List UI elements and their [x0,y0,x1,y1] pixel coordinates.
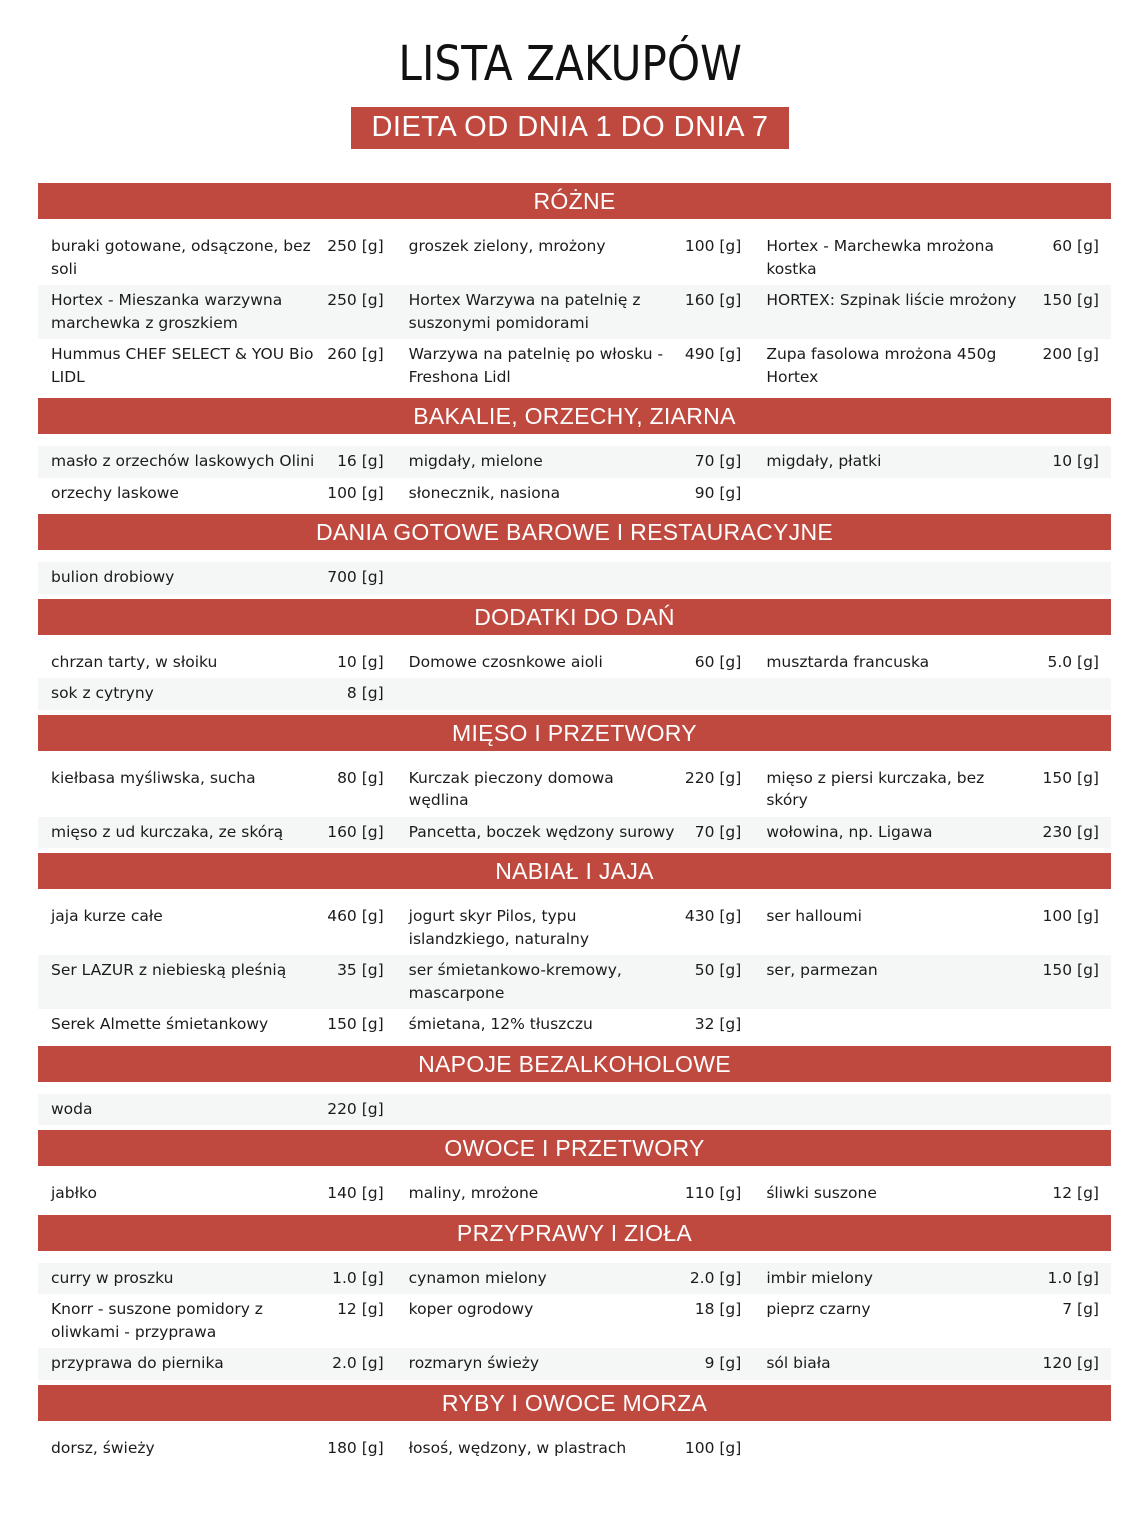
section-header: RYBY I OWOCE MORZA [38,1385,1111,1421]
item-quantity: 32 [g] [694,1015,742,1033]
item-cell [396,1009,754,1041]
item-name: ser halloumi [766,907,862,925]
item-name: Zupa fasolowa mrożona 450g Hortex [766,345,997,386]
item-name: Knorr - suszone pomidory z oliwkami - przyprawa [51,1300,263,1341]
item-quantity: 160 [g] [684,291,742,309]
section-header: OWOCE I PRZETWORY [38,1130,1111,1166]
item-cell [38,817,396,849]
item-name: groszek zielony, mrożony [408,237,606,255]
item-cell [38,678,396,710]
item-name: musztarda francuska [766,652,930,671]
item-name: łosoś, wędzony, w plastrach [408,1438,627,1457]
item-row [38,763,1111,817]
item-name: Hortex - Marchewka mrożona kostka [766,237,994,278]
item-name: chrzan tarty, w słoiku [51,652,218,671]
item-quantity: 10 [g] [337,652,384,671]
item-quantity: 12 [g] [1052,1184,1099,1202]
item-quantity: 18 [g] [694,1300,742,1318]
item-quantity: 150 [g] [1042,768,1099,787]
item-cell [396,1294,754,1348]
item-cell [38,478,396,510]
page-title: LISTA ZAKUPÓW [398,36,742,92]
item-quantity: 80 [g] [337,768,384,787]
item-cell [396,901,754,955]
item-cell [38,1263,396,1295]
section-header: RÓŻNE [38,183,1111,219]
empty-cell [753,1433,1111,1465]
item-cell [753,901,1111,955]
empty-cell [753,562,1111,594]
item-quantity: 2.0 [g] [332,1354,384,1372]
item-cell [753,339,1111,393]
item-quantity: 250 [g] [327,291,384,309]
item-name: curry w proszku [51,1268,174,1287]
item-quantity: 160 [g] [327,822,384,841]
item-name: sól biała [766,1354,831,1372]
item-quantity: 230 [g] [1042,822,1099,841]
item-cell [753,1178,1111,1210]
item-cell [753,285,1111,339]
item-quantity: 150 [g] [1042,961,1099,979]
item-quantity: 180 [g] [327,1438,384,1457]
item-name: Domowe czosnkowe aioli [408,652,603,671]
item-cell [396,955,754,1009]
item-row [38,231,1111,285]
item-row [38,955,1111,1009]
section-header: PRZYPRAWY I ZIOŁA [38,1215,1111,1251]
item-quantity: 700 [g] [327,568,384,586]
section-header: DANIA GOTOWE BAROWE I RESTAURACYJNE [38,514,1111,550]
item-quantity: 100 [g] [684,1438,742,1457]
item-name: jogurt skyr Pilos, typu islandzkiego, naturalny [408,907,590,948]
item-quantity: 100 [g] [684,237,742,255]
item-name: Kurczak pieczony domowa wędlina [408,768,614,809]
item-row [38,678,1111,710]
item-row [38,446,1111,478]
item-row [38,1433,1111,1465]
item-cell [396,763,754,817]
item-quantity: 260 [g] [327,345,384,363]
item-cell [396,1178,754,1210]
item-cell [38,1294,396,1348]
item-quantity: 200 [g] [1042,345,1099,363]
item-quantity: 5.0 [g] [1047,652,1099,671]
section-header: NAPOJE BEZALKOHOLOWE [38,1046,1111,1082]
item-row [38,562,1111,594]
item-name: przyprawa do piernika [51,1354,224,1372]
item-cell [753,817,1111,849]
item-row [38,1009,1111,1041]
item-quantity: 150 [g] [327,1015,384,1033]
empty-cell [753,678,1111,710]
item-quantity: 1.0 [g] [332,1268,384,1287]
item-name: ser śmietankowo-kremowy, mascarpone [408,961,622,1002]
section-header: MIĘSO I PRZETWORY [38,715,1111,751]
item-cell [753,647,1111,679]
item-name: Warzywa na patelnię po włosku - Freshona Lidl [408,345,664,386]
item-row [38,901,1111,955]
item-quantity: 90 [g] [694,483,742,502]
item-quantity: 16 [g] [337,452,384,470]
item-quantity: 60 [g] [694,652,742,671]
item-cell [753,763,1111,817]
item-name: kiełbasa myśliwska, sucha [51,768,256,787]
item-cell [396,817,754,849]
item-row [38,1263,1111,1295]
item-name: sok z cytryny [51,684,154,702]
item-name: HORTEX: Szpinak liście mrożony [766,291,1017,309]
item-cell [396,446,754,478]
item-quantity: 10 [g] [1052,452,1099,470]
item-name: maliny, mrożone [408,1184,539,1202]
item-name: ser, parmezan [766,961,878,979]
item-name: pieprz czarny [766,1300,871,1318]
item-name: wołowina, np. Ligawa [766,822,933,841]
item-quantity: 70 [g] [694,822,742,841]
item-name: woda [51,1099,93,1118]
item-name: koper ogrodowy [408,1300,534,1318]
item-name: bulion drobiowy [51,568,175,586]
item-name: śliwki suszone [766,1184,877,1202]
item-cell [38,1009,396,1041]
item-quantity: 8 [g] [346,684,384,702]
item-cell [396,1263,754,1295]
item-quantity: 140 [g] [327,1184,384,1202]
item-cell [38,1433,396,1465]
empty-cell [396,678,754,710]
item-cell [753,1348,1111,1380]
empty-cell [396,1094,754,1126]
item-row [38,647,1111,679]
item-name: Serek Almette śmietankowy [51,1015,269,1033]
page-header [0,0,1140,149]
item-name: dorsz, świeży [51,1438,155,1457]
item-row [38,1294,1111,1348]
item-cell [38,1178,396,1210]
item-quantity: 100 [g] [327,483,384,502]
item-quantity: 250 [g] [327,237,384,255]
item-cell [38,901,396,955]
empty-cell [753,1009,1111,1041]
item-name: migdały, płatki [766,452,882,470]
item-cell [753,231,1111,285]
item-cell [396,339,754,393]
section-header: NABIAŁ I JAJA [38,853,1111,889]
item-row [38,1094,1111,1126]
item-name: Hortex Warzywa na patelnię z suszonymi pomidorami [408,291,641,332]
item-name: mięso z ud kurczaka, ze skórą [51,822,284,841]
item-cell [753,1294,1111,1348]
item-cell [38,763,396,817]
item-cell [38,285,396,339]
item-row [38,339,1111,393]
item-name: jabłko [51,1184,97,1202]
item-quantity: 460 [g] [327,907,384,925]
diet-range-banner: DIETA OD DNIA 1 DO DNIA 7 [351,107,788,149]
item-cell [396,478,754,510]
item-quantity: 70 [g] [694,452,742,470]
item-cell [753,446,1111,478]
item-quantity: 490 [g] [684,345,742,363]
item-name: masło z orzechów laskowych Olini [51,452,315,470]
empty-cell [753,1094,1111,1126]
item-name: buraki gotowane, odsączone, bez soli [51,237,311,278]
empty-cell [396,562,754,594]
item-name: Hortex - Mieszanka warzywna marchewka z groszkiem [51,291,283,332]
item-quantity: 35 [g] [337,961,384,979]
item-quantity: 60 [g] [1052,237,1099,255]
item-name: jaja kurze całe [51,907,163,925]
item-cell [396,285,754,339]
item-cell [396,1348,754,1380]
item-quantity: 7 [g] [1062,1300,1099,1318]
item-quantity: 9 [g] [704,1354,742,1372]
item-name: cynamon mielony [408,1268,547,1287]
item-name: orzechy laskowe [51,483,179,502]
section-header: BAKALIE, ORZECHY, ZIARNA [38,398,1111,434]
item-quantity: 110 [g] [684,1184,742,1202]
item-cell [38,1348,396,1380]
item-quantity: 150 [g] [1042,291,1099,309]
item-name: imbir mielony [766,1268,873,1287]
item-name: rozmaryn świeży [408,1354,540,1372]
item-quantity: 12 [g] [337,1300,384,1318]
item-name: mięso z piersi kurczaka, bez skóry [766,768,985,809]
item-row [38,817,1111,849]
item-quantity: 50 [g] [694,961,742,979]
item-name: migdały, mielone [408,452,543,470]
item-row [38,1178,1111,1210]
item-cell [38,446,396,478]
item-quantity: 100 [g] [1042,907,1099,925]
item-cell [38,231,396,285]
item-quantity: 2.0 [g] [689,1268,742,1287]
item-cell [396,1433,754,1465]
item-quantity: 220 [g] [327,1099,384,1118]
item-cell [38,339,396,393]
item-quantity: 220 [g] [684,768,742,787]
empty-cell [753,478,1111,510]
item-cell [396,231,754,285]
item-cell [38,955,396,1009]
section-header: DODATKI DO DAŃ [38,599,1111,635]
item-name: Pancetta, boczek wędzony surowy [408,822,675,841]
item-quantity: 1.0 [g] [1047,1268,1099,1287]
item-name: Hummus CHEF SELECT & YOU Bio LIDL [51,345,314,386]
item-quantity: 430 [g] [684,907,742,925]
item-cell [38,1094,396,1126]
item-cell [38,647,396,679]
item-cell [38,562,396,594]
item-row [38,1348,1111,1380]
item-quantity: 120 [g] [1042,1354,1099,1372]
item-row [38,478,1111,510]
item-cell [396,647,754,679]
shopping-list-table [38,183,1111,1464]
item-name: słonecznik, nasiona [408,483,561,502]
item-name: śmietana, 12% tłuszczu [408,1015,593,1033]
item-cell [753,1263,1111,1295]
item-cell [753,955,1111,1009]
item-row [38,285,1111,339]
item-name: Ser LAZUR z niebieską pleśnią [51,961,287,979]
